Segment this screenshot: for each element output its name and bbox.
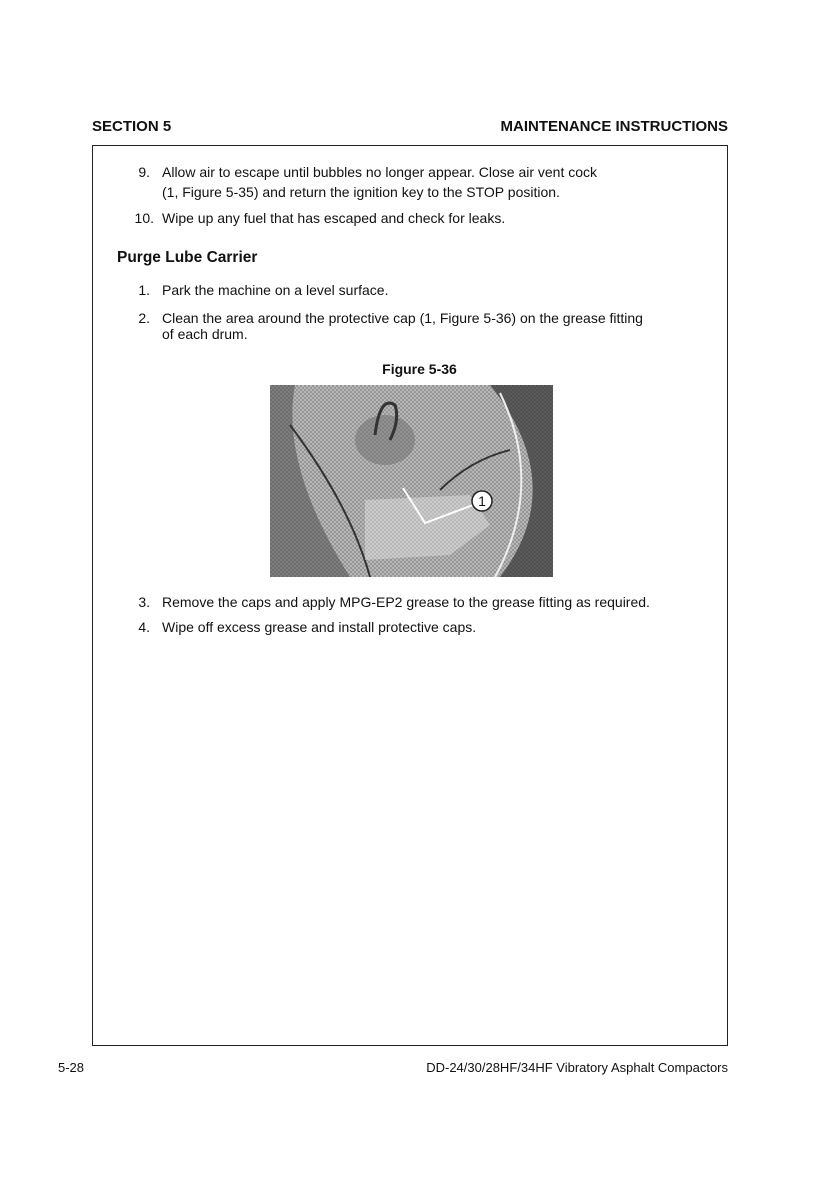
step-number: 10. <box>134 210 154 226</box>
footer-title: DD-24/30/28HF/34HF Vibratory Asphalt Compactors <box>426 1060 728 1075</box>
section-heading: Purge Lube Carrier <box>117 249 258 266</box>
step-number: 3. <box>138 594 150 610</box>
section-label: SECTION 5 <box>92 118 172 135</box>
step-text: Remove the caps and apply MPG-EP2 grease to the grease fitting as required. <box>162 594 650 610</box>
step-text: (1, Figure 5-35) and return the ignition key to the STOP position. <box>162 184 560 200</box>
callout-number: 1 <box>478 493 486 509</box>
section-title: MAINTENANCE INSTRUCTIONS <box>500 118 728 135</box>
step-text: Park the machine on a level surface. <box>162 282 389 298</box>
step-number: 9. <box>138 164 150 180</box>
step-text: of each drum. <box>162 326 248 342</box>
figure-label: Figure 5-36 <box>382 361 457 377</box>
step-text: Wipe up any fuel that has escaped and check for leaks. <box>162 210 506 226</box>
step-number: 4. <box>138 619 150 635</box>
page-number: 5-28 <box>58 1060 85 1075</box>
figure-photo <box>270 385 553 577</box>
step-text: Wipe off excess grease and install protective caps. <box>162 619 477 635</box>
step-number: 1. <box>138 282 150 298</box>
step-number: 2. <box>138 310 150 326</box>
step-text: Clean the area around the protective cap (1, Figure 5-36) on the grease fitting <box>162 310 643 326</box>
step-text: Allow air to escape until bubbles no longer appear. Close air vent cock <box>162 164 598 180</box>
